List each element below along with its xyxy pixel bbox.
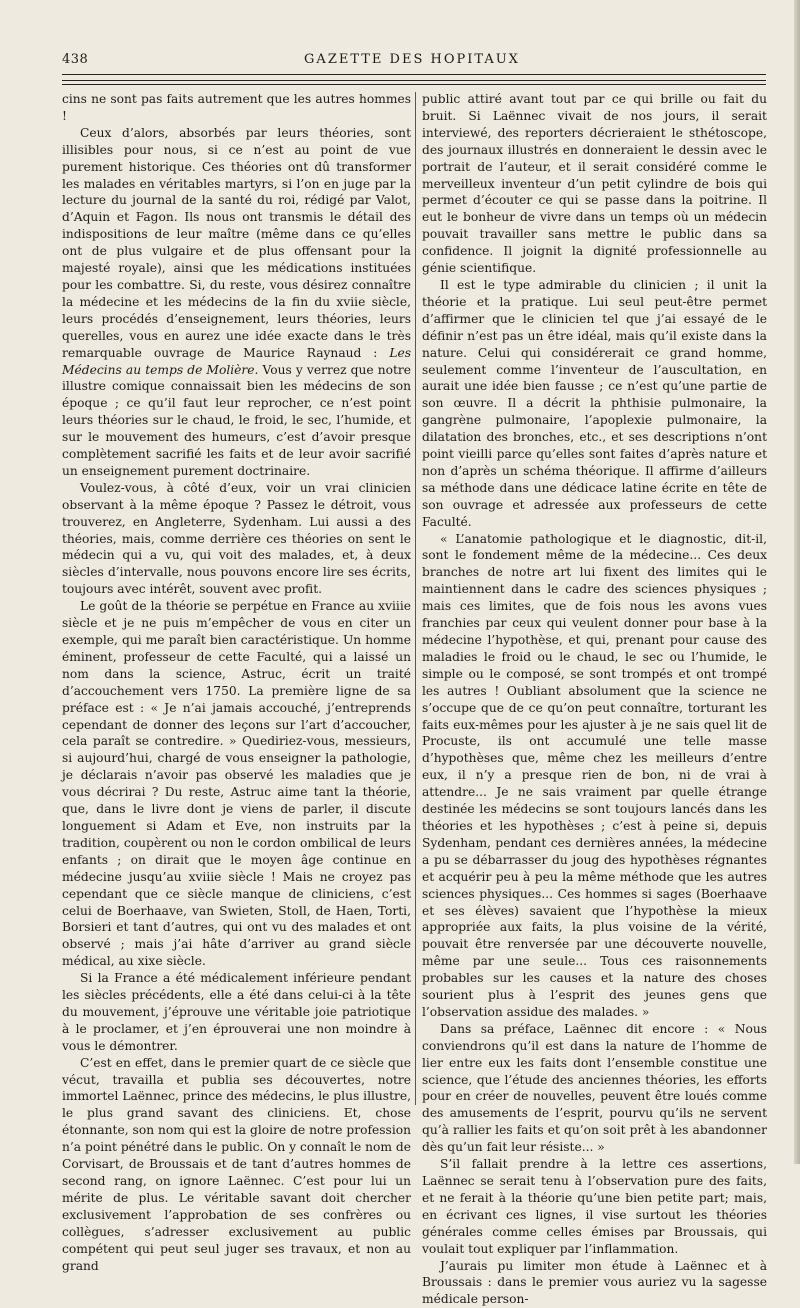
paragraph: Si la France a été médicalement inférieure pendant les siècles précédents, elle a été dans celui-ci à la tête du mouvement, j’éprouve une véritable joie patriotique à le proclamer, et j’en éprouverai une non moindre à vous le démontrer.	[62, 971, 411, 1053]
header-rule-thick	[62, 74, 766, 75]
paragraph: J’aurais pu limiter mon étude à Laënnec et à Broussais : dans le premier vous auriez vu la sagesse médicale person-	[422, 1258, 767, 1307]
header-rule-thin-2	[62, 84, 766, 85]
left-column	[62, 91, 411, 1274]
book-title: Les Médecins au temps de Molière.	[62, 345, 411, 377]
paragraph: Il est le type admirable du clinicien ; il unit la théorie et la pratique. Lui seul peut-être permet d’affirmer que le clinicien tel que j’ai essayé de le définir n’est pas un être idéal, mais qu’il existe dans la nature. Celui qui considérerait ce grand homme, seulement comme l’inventeur de l’auscultation, en aurait une idée bien fausse ; ce n’est qu’une partie de son œuvre. Il a décrit la phthisie pulmonaire, la gangrène pulmonaire, l’apoplexie pulmonaire, la dilatation des bronches, etc., et ses descriptions n’ont point vieilli parce qu’elles sont faites d’après nature et non d’après un schéma théorique. Il affirme d’ailleurs sa méthode dans une dédicace latine écrite en tête de son ouvrage et adressée aux professeurs de cette Faculté.	[422, 277, 767, 529]
paragraph: public attiré avant tout par ce qui brille ou fait du bruit. Si Laënnec vivait de nos jours, il serait interviewé, des reporters décrieraient le sthétoscope, des journaux illustrés en donneraient le dessin avec le portrait de l’auteur, et il serait considéré comme le merveilleux inventeur d’un petit cylindre de bois qui permet d’écouter ce qui se passe dans la poitrine. Il eut le bonheur de vivre dans un temps où un médecin pouvait travailler sans mettre le public dans sa confidence. Il joignit la dignité professionnelle au génie scientifique.	[422, 92, 767, 276]
paragraph: « L’anatomie pathologique et le diagnostic, dit-il, sont le fondement même de la médecine... Ces deux branches de notre art lui fixent des limites qui le maintiennent dans le cadre des sciences physiques ; mais ces limites, que de fois nous les avons vues franchies par ceux qui veulent donner pour base à la médecine l’hypothèse, et qui, prenant pour cause des maladies le froid ou le chaud, le sec ou l’humide, le simple ou le composé, se sont trompés et ont trompé les autres ! Oubliant absolument que la science ne s’occupe que de ce qu’on peut connaître, torturant les faits eux-mêmes pour les ajuster à je ne sais quel lit de Procuste, ils ont accumulé une telle masse d’hypothèses que, même chez les meilleurs d’entre eux, il n’y a presque rien de bon, ni de vrai à attendre... Je ne sais vraiment par quelle étrange destinée les médecins se sont toujours lancés dans les théories et les hypothèses ; c’est à peine si, depuis Sydenham, pendant ces dernières années, la médecine a pu se débarrasser du joug des hypothèses régnantes et acquérir peu à peu la même méthode que les autres sciences physiques... Ces hommes si sages (Boerhaave et ses élèves) savaient que l’hypothèse la mieux appropriée aux faits, la plus voisine de la vérité, pouvait être renversée par une découverte nouvelle, même par une seule... Tous ces raisonnements probables sur les causes et la nature des choses sourient plus à l’esprit des jeunes gens que l’observation assidue des malades. »	[422, 531, 767, 1019]
page-edge	[794, 0, 800, 1164]
column-divider	[415, 92, 416, 1105]
page-header	[62, 52, 762, 74]
paragraph-text: Vous y verrez que notre illustre comique connaissait bien les médecins de son époque ; ce qu’il faut leur reprocher, ce n’est point leurs théories sur le chaud, le froid, le sec, l’humide, et sur le mouvement des humeurs, c’est d’avoir presque complètement sacrifié les faits et de leur avoir sacrifié un enseignement purement doctrinaire.	[62, 362, 411, 478]
paragraph	[62, 125, 411, 480]
paragraph: cins ne sont pas faits autrement que les autres hommes !	[62, 92, 411, 123]
page-number: 438	[62, 52, 89, 67]
paragraph: Voulez-vous, à côté d’eux, voir un vrai clinicien observant à la même époque ? Passez le détroit, vous trouverez, en Angleterre, Sydenham. Lui aussi a des théories, mais, comme derrière ces théories on sent le médecin qui a vu, qui voit des malades, et, à deux siècles d’intervalle, nous pouvons encore lire ses écrits, toujours avec intérêt, souvent avec profit.	[62, 480, 411, 597]
paragraph-text: Ceux d’alors, absorbés par leurs théories, sont illisibles pour nous, si ce n’est au point de vue purement historique. Ces théories ont dû transformer les malades en véritables martyrs, si l’on en juge par la lecture du journal de la santé du roi, rédigé par Valot, d’Aquin et Fagon. Ils nous ont transmis le détail des indispositions de leur maître (même dans ce qu’elles ont de plus vulgaire et de plus offensant pour la majesté royale), ainsi que les médications instituées pour les combattre. Si, du reste, vous désirez connaître la médecine et les médecins de la fin du xviie siècle, leurs procédés d’enseignement, leurs théories, leurs querelles, vous en aurez une idée exacte dans le très remarquable ouvrage de Maurice Raynaud :	[62, 125, 411, 360]
right-column	[422, 91, 767, 1308]
running-title: GAZETTE DES HOPITAUX	[304, 52, 520, 67]
paragraph: Le goût de la théorie se perpétue en France au xviiie siècle et je ne puis m’empêcher de vous en citer un exemple, qui me paraît bien caractéristique. Un homme éminent, professeur de cette Faculté, qui a laissé un nom dans la science, Astruc, écrit un traité d’accouchement vers 1750. La première ligne de sa préface est : « Je n’ai jamais accouché, j’entreprends cependant de donner des leçons sur l’art d’accoucher, cela paraît se contredire. » Quediriez-vous, messieurs, si aujourd’hui, chargé de vous enseigner la pathologie, je déclarais n’avoir pas observé les maladies que je vous décrirai ? Du reste, Astruc aime tant la théorie, que, dans le livre dont je viens de parler, il discute longuement si Adam et Eve, non instruits par la tradition, coupèrent ou non le cordon ombilical de leurs enfants ; on dirait que le moyen âge continue en médecine jusqu’au xviiie siècle ! Mais ne croyez pas cependant que ce siècle manque de cliniciens, c’est celui de Boerhaave, van Swieten, Stoll, de Haen, Torti, Borsieri et tant d’autres, qui ont vu des malades et ont observé ; mais j’ai hâte d’arriver au grand siècle médical, au xixe siècle.	[62, 599, 411, 969]
header-rule-thin	[62, 80, 766, 81]
paragraph: Dans sa préface, Laënnec dit encore : « Nous conviendrons qu’il est dans la nature de l’homme de lier entre eux les faits dont l’ensemble constitue une science, que l’étude des anciennes théories, les efforts pour en créer de nouvelles, peuvent être loués comme des amusements de l’esprit, pourvu qu’ils ne servent qu’à rallier les faits et qu’on soit prêt à les abandonner dès qu’un fait leur résiste... »	[422, 1021, 767, 1155]
paragraph: S’il fallait prendre à la lettre ces assertions, Laënnec se serait tenu à l’observation pure des faits, et ne ferait à la théorie qu’une bien petite part; mais, en écrivant ces lignes, il vise surtout les théories générales comme celles émises par Broussais, qui voulait tout expliquer par l’inflammation.	[422, 1157, 767, 1256]
paragraph: C’est en effet, dans le premier quart de ce siècle que vécut, travailla et publia ses découvertes, notre immortel Laënnec, prince des médecins, le plus illustre, le plus grand savant des cliniciens. Et, chose étonnante, son nom qui est la gloire de notre profession n’a point pénétré dans le public. On y connaît le nom de Corvisart, de Broussais et de tant d’autres hommes de second rang, on ignore Laënnec. C’est pour lui un mérite de plus. Le véritable savant doit chercher exclusivement l’approbation de ses confrères ou collègues, s’adresser exclusivement au public compétent qui peut seul juger ses travaux, et non au grand	[62, 1055, 411, 1273]
